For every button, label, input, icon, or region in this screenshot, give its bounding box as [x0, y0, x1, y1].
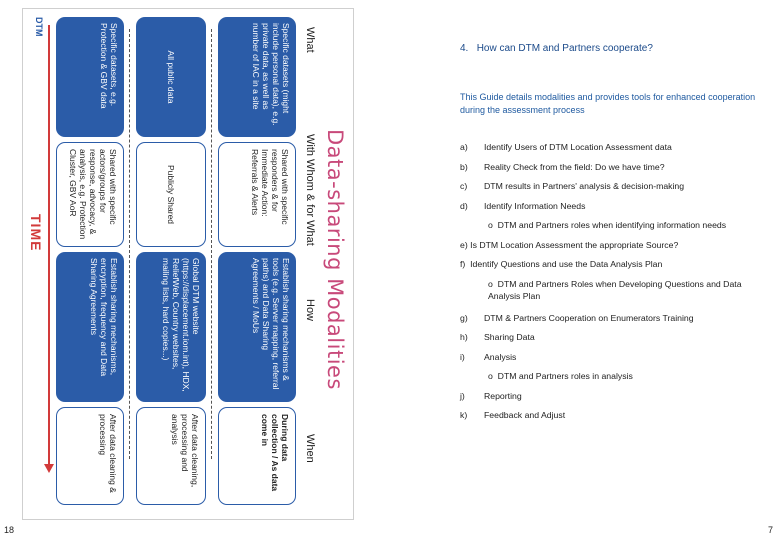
row2-what-box	[136, 17, 206, 137]
column-head-whom: With Whom & for What	[304, 134, 316, 246]
item-label: a)	[460, 142, 468, 152]
row2-what-text: All public data	[166, 50, 176, 104]
guide-item	[460, 313, 694, 323]
item-text: Reality Check from the field: Do we have time?	[484, 162, 665, 172]
subitem-bullet: o	[488, 279, 493, 289]
item-text: Sharing Data	[484, 332, 535, 342]
guide-item	[460, 142, 672, 152]
column-head-how: How	[304, 299, 316, 322]
data-sharing-figure	[22, 8, 354, 520]
row1-what-box: Specific datasets (might include personal data), e.g. private data, as well as number of IAC in a site	[218, 17, 296, 137]
guide-item	[460, 181, 684, 191]
row1-when-box: During data collection / As data come in	[218, 407, 296, 505]
guide-subitem	[488, 278, 758, 302]
guide-subitem	[488, 220, 726, 230]
guide-item	[460, 162, 665, 172]
item-text: Analysis	[484, 352, 517, 362]
guide-subitem	[488, 371, 633, 381]
item-label: i)	[460, 352, 465, 362]
item-text: Identify Users of DTM Location Assessment data	[484, 142, 672, 152]
item-label: c)	[460, 181, 468, 191]
row2-when-box: After data cleaning, processing and analysis	[136, 407, 206, 505]
item-text: Identify Questions and use the Data Analysis Plan	[470, 259, 663, 269]
guide-heading	[460, 43, 653, 54]
item-text: Identify Information Needs	[484, 201, 586, 211]
item-text: Reporting	[484, 391, 522, 401]
guide-item	[460, 391, 522, 401]
item-text: DTM results in Partners' analysis & decision-making	[484, 181, 685, 191]
column-head-when: When	[304, 434, 316, 463]
guide-intro: This Guide details modalities and provides tools for enhanced cooperation during the assessment process	[460, 92, 756, 115]
row3-what-box: Specific datasets, e.g. Protection & GBV data	[56, 17, 124, 137]
item-label: j)	[460, 391, 465, 401]
page-number-left: 18	[4, 525, 15, 535]
time-label: TIME	[28, 214, 44, 252]
item-label: h)	[460, 332, 468, 342]
row-separator	[211, 29, 212, 459]
subitem-text: DTM and Partners roles in analysis	[497, 371, 633, 381]
item-text: Feedback and Adjust	[484, 410, 566, 420]
guide-item	[460, 352, 516, 362]
column-head-what: What	[304, 27, 316, 53]
dtm-logo: DTM	[34, 17, 44, 37]
item-label: d)	[460, 201, 468, 211]
row2-how-box: Global DTM website (https://displacement.iom.int), HDX, ReliefWeb, Country websites, mailing lists, hard copies...)	[136, 252, 206, 402]
item-text: Is DTM Location Assessment the appropriate Source?	[470, 240, 679, 250]
time-arrow	[48, 25, 50, 465]
guide-item	[460, 332, 535, 342]
row-separator	[129, 29, 130, 459]
subitem-bullet: o	[488, 220, 493, 230]
row3-whom-box: Shared with specific actors/groups for response, advocacy, & analysis, e.g. Protection Cluster, GBV AoR	[56, 142, 124, 247]
item-label: f)	[460, 259, 466, 269]
item-label: b)	[460, 162, 468, 172]
page-number-right: 7	[768, 525, 774, 535]
rotated-figure-content	[24, 9, 352, 515]
item-label: g)	[460, 313, 468, 323]
item-label: e)	[460, 240, 468, 250]
subitem-bullet: o	[488, 371, 493, 381]
guide-heading-text: How can DTM and Partners cooperate?	[476, 43, 653, 54]
subitem-text: DTM and Partners Roles when Developing Questions and Data Analysis Plan	[488, 279, 742, 301]
item-label: k)	[460, 410, 468, 420]
figure-title: Data-sharing Modalities	[323, 129, 347, 390]
row2-whom-text: Publicly Shared	[166, 164, 176, 225]
guide-item	[460, 410, 565, 420]
row2-whom-box	[136, 142, 206, 247]
guide-item	[460, 240, 678, 250]
row1-how-box: Establish sharing mechanisms & tools (e.g. Server mapping, referral paths) and Data Sharing Agreements / MoUs	[218, 252, 296, 402]
row3-when-box: After data cleaning & processing	[56, 407, 124, 505]
guide-item	[460, 201, 585, 211]
item-text: DTM & Partners Cooperation on Enumerators Training	[484, 313, 694, 323]
right-page	[390, 0, 780, 540]
row1-whom-box: Shared with specific responders & for Immediate Action: Referrals & Alerts	[218, 142, 296, 247]
row3-how-box: Establish sharing mechanisms, encryption, frequency and Data Sharing Agreements	[56, 252, 124, 402]
guide-item	[460, 259, 662, 269]
guide-heading-number: 4.	[460, 43, 469, 54]
subitem-text: DTM and Partners roles when identifying information needs	[497, 220, 727, 230]
